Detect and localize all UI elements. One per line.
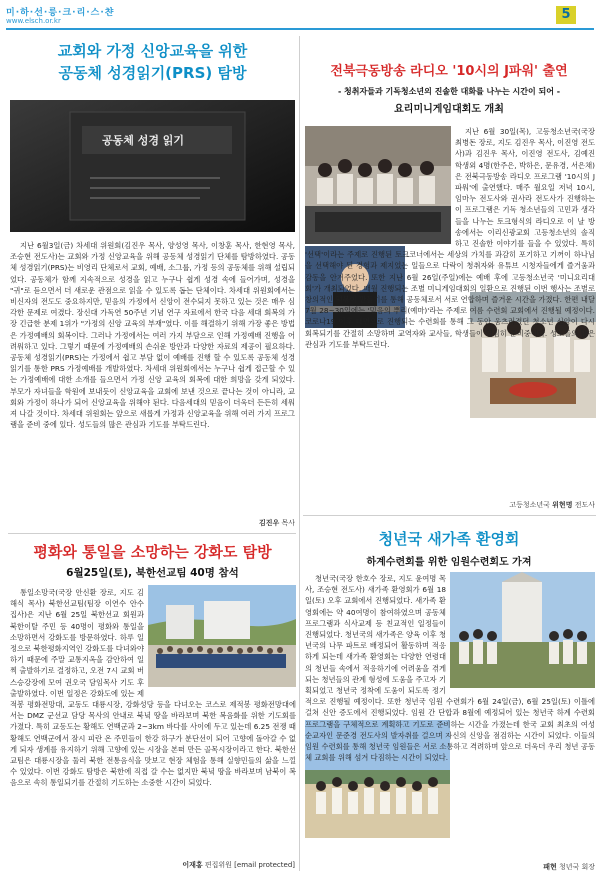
article2-byline [10,860,295,870]
article1-body [10,240,295,526]
byline-name: 이재홍 [182,861,203,869]
article1-title-line1: 교회와 가정 신앙교육을 위한 [57,42,248,60]
article4-body [305,573,595,861]
article3-subtitle2: 요리미니게임대회도 개최 [394,104,504,115]
byline-role: 목사 [281,519,295,527]
article1-title [10,40,295,84]
byline-name: 패현 [543,863,557,871]
article1-body-text: 지난 6월3일(금) 차세대 위원회(김진우 목사, 양성영 목사, 이창훈 목사, 한현영 목사, 조승현 전도사)는 교회와 가정 신앙교육을 위해 공동체 성경읽기 단체를 탐방하였다. 공동체 성경읽기(PRS)는 비영리 단체로서 교회, 예배, 소그룹, 가정 등의 공동체를 위해 설립되었다. 공동체가 함께 지속적으로 성경을 읽고 누구나 쉽게 성경 속에 들어가며, 성경을 "귀"로 듣으면서 더 새로운 관점으로 읽을 수 있도록 돕는 단체이다. 차세대 위원회에서는 비신자의 전도도 중요하지만, 믿음의 가정에서 신앙이 전수되지 못하고 있는 것은 매우 심각한 문제로 여겼다. 장신대 가독연 50주년 기념 연구 자료에서 한국 다음 세대 회복의 가장 긴급한 분제 1위가 "가정의 신앙 교육의 부재"였다. 이를 해결하기 위해 가장 좋은 방법은 가정예배의 회복이다. 그러나 가정에서는 여러 가지 부담으로 인해 가정예배 진행을 어려워하고 있다. 그렇기 때문에 가정예배의 손쉬운 방안과 다양한 자료의 제공이 필요하다. 공동체 성경읽기(PRS)는 가정에서 쉽고 부담 없이 예배를 진행 할 수 있도록 공동체 성경읽기를 통한 PRS 가정예배를 개발하였다. 차세대 위원회에서는 누구나 쉽게 접근할 수 있는 가정예배에 대한 소개를 들으면서 가정 신앙 교육의 회복에 대한 희망을 갖게 되었다. 부모가 자녀들을 학원에 보내듯이 신앙교육을 교회에 보낸 것으로 끝나는 것이 아니라, 교회와 가정이 하나가 되어 신앙교육을 위해야 된다. 다음세대의 믿음이 더욱더 든든히 세워져 나갈 것이다. 차세대 위원회는 앞으로 새롭게 가정과 신앙교육을 위해 여러 가지 프로그램을 준비 중에 있다. 성도들의 많은 관심과 기도를 부탁드린다. [10,241,295,430]
section-divider [303,515,596,516]
article4-subtitle: 하계수련회를 위한 임원수련회도 가져 [366,557,532,568]
byline-name: 김진우 [258,519,280,527]
byline-role: 전도사 [574,501,595,509]
article2-body [10,587,296,859]
article2-title: 평화와 통일을 소망하는 강화도 탐방 [33,543,272,561]
article1-byline [10,518,295,528]
photo-float-spacer [305,126,455,246]
article4-body-text: 청년국(국장 한호수 장로, 지도 윤여명 목사, 조승현 전도사) 새가족 환영회가 6월 18일(토) 오후 교회에서 진행되었다. 새가족 환영회에는 약 40여명이 참여하였으며 공동체 프로그램과 식사교제 등 친교적인 일정들이 진행되었다. 청년국의 새가족은 양육 이후 청년국의 나무 파트로 배정되어 활동하며 적응하게 되는데 새가족 환영회는 다양한 연령대의 청년들 속에서 적응하기에 어려움을 겪게 되는 청년들의 관계 형성에 도움을 주고자 기획되었고 청년국 정착에 도움이 되도록 정기적으로 진행될 예정이다. 또한 청년국 임원 수련회가 6월 24일(금), 6월 25일(토) 이틀에 걸쳐 신안 증도에서 진행되었다. 임원 간 단합과 8월에 예정되어 있는 청년국 하계 수련회 프로그램을 구체적으로 계획하고 기도로 준비하는 시간을 가졌는데 한국 교회 최초의 여성 순교자인 문준경 전도사의 발자취를 걸으며 자신의 신앙을 점검하는 시간이 되었다. 이들의 임원 수련회를 통해 청년국 임원들은 서로 소통하고 격려하며 앞으로 더욱더 우리 청년 공동체 교회를 위해 섬겨 다짐하는 시간이 되었다. [305,574,595,763]
byline-role: 편집위원 [204,861,232,869]
section-divider [8,533,296,534]
article4-title: 청년국 새가족 환영회 [378,530,520,548]
photo-float-spacer [144,587,296,689]
photo-caption: 공동체 성경 읽기 [102,134,185,147]
masthead: 미·하·선·릉·크·리·스·챤 [6,8,115,18]
photo-float-spacer [446,573,595,691]
byline-email[interactable]: [email protected] [234,861,295,869]
article4-byline [305,862,595,872]
header-rule [6,28,594,30]
byline-prefix: 고등청소년국 [509,501,550,509]
prs-presentation-photo [10,100,295,232]
article3-byline [305,500,595,510]
site-url[interactable]: www.elsch.or.kr [6,17,61,25]
byline-name: 위현명 [552,501,573,509]
article3-body-text: 지난 6월 30일(목), 고등청소년국(국장 최병돈 장로, 지도 김진우 목사, 이진영 전도사)과 김진우 목사, 이진영 전도사, 김예진 학생외 4명(한주은, 박하은, 문유경, 서은채)은 전북극동방송 라디오 프로그램 '10시의 J파워'에 출연했다. 매주 월요일 저녁 10시, 임마누 전도사와 권사라 전도사가 진행하는 이 프로그램은 기독 청소년들의 고민과 생각들을 나누는 토크형식의 라디오로 이 날 방송에서는 이리신광교회 고등청소년의 솔직하고 진솔한 이야기를 들을 수 있었다. 특히 '선택'이라는 주제로 진행된 토크코너에서는 세상의 가치를 과감히 포기하고 기꺼이 하나님을 선택해야 된 경험과 제지었는 일들으로 다락이 청취자와 유튜브 시청자들에게 즐거움과 감동을 안겨주었다. 또한 지난 6월 26일(주일)에는 예배 후에 고등청소년국 '미니요리대회'가 개최되었다. 매월 진행되는 조별 미니게임대회의 일환으로 진행된 이번 행사는 조별로 창의적인 떡볶이 만들기를 통해 공동체로서 서로 연합하며 즐거운 시간을 가졌다. 한편 내달 7월 28~30일에는 '믿음의 뿌리(예마)'라는 주제로 여름 수련회 교회에서 진행될 예정이다. 코로나19 이후 대면으로 진행되는 수련회를 통해 그 동안 움츠러졌던 청소년 신앙이 다시 회복되기를 간절히 소망하며 교역자와 교사들, 학생들이 열심히 준비중이다. 성도들의 많은 관심과 기도를 부탁드린다. [305,127,595,349]
article2-subtitle: 6월25일(토), 북한선교팀 40명 참석 [66,567,239,579]
article3-body [305,126,595,498]
article3-title: 전북극동방송 라디오 '10시의 J파워' 출연 [330,64,568,79]
article1-photo [10,100,295,232]
byline-role: 청년국 회장 [558,863,595,871]
article2-body-text: 통일소망국(국장 안신환 장로, 지도 김해식 목사) 북한선교팀(팀장 이연수 안수집사)은 지난 6월 25일 북한선교 회원과 북한이탈 주민 등 40명이 평화와 통일을 소망하면서 강화도를 방문하였다. 하루 일정으로 북한평화지역인 강화도를 다녀와야 하기 때문에 주말 교통지옥을 감안하여 일찍 출발하기로 결정하고, 오전 7시 교회 버스승강장에 모여 권오국 담임목사 기도 후 출발하였다. 이번 일정은 강화도에 있는 제적봉 평화전망대, 교동도 대룡시장, 강화성당 등을 다녀오는 코스로 제적봉 평화전망대에서는 DMZ 군선교 담당 목사의 안내로 북녘 땅을 바라보며 북한 복음화를 위한 기도회를 가졌다. 특히 교동도는 황해도 연백군과 2~3km 바다를 사이에 두고 있는데 6.25 전쟁 때 황해도 연백군에서 잠시 피란 온 주민들이 한강 하구가 분단선이 되어 고향에 돌아갈 수 없게 되자 생계를 유지하기 위해 고향에 있는 시장을 본떠 만든 골목시장이라고 한다. 북한선교팀은 대룡시장을 둘러 북한 전통음식을 맛보고 현장 체험을 통해 실향민들의 삶을 느낄 수 있었다. 이번 강화도 탐방은 북한에 직접 갈 수는 없지만 북녘 땅을 바라보며 남북이 복음으로 속히 통일되기를 간절히 기도하는 소중한 시간이 되었다. [10,588,296,788]
article1-title-line2: 공동체 성경읽기(PRS) 탐방 [58,64,247,82]
column-divider [299,36,300,871]
article3-subtitle: - 청취자들과 기독청소년의 진솔한 대화를 나누는 시간이 되어 - [337,87,561,96]
page-number: 5 [556,6,576,24]
